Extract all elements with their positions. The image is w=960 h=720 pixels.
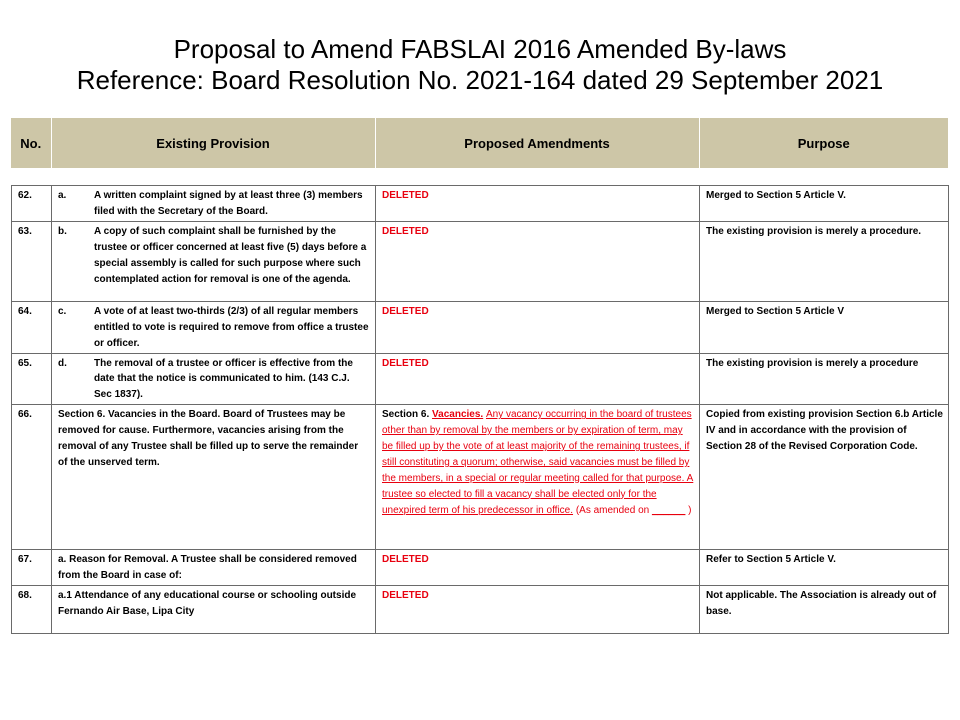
amendments-table — [11, 185, 949, 634]
slide-title — [0, 34, 960, 96]
existing-provision: Section 6. Vacancies in the Board. Board of Trustees may be removed for cause. Furthermore, vacancies arising from the removal of any Trustee shall be filled up to serve the remainder of the unserved term. — [52, 405, 376, 550]
existing-text: A vote of at least two-thirds (2/3) of all regular members entitled to vote is required to remove from office a trustee or officer. — [94, 305, 369, 349]
item-letter: a. — [58, 190, 67, 201]
row-number: 65. — [12, 353, 52, 405]
proposed-amendment: DELETED — [376, 186, 700, 222]
table-header — [11, 118, 948, 168]
proposed-amendment: DELETED — [376, 586, 700, 634]
purpose: The existing provision is merely a procedure. — [700, 221, 949, 301]
existing-provision — [52, 186, 376, 222]
purpose: Copied from existing provision Section 6.b Article IV and in accordance with the provision of Section 28 of the Revised Corporation Code. — [700, 405, 949, 550]
table-row — [12, 353, 949, 405]
proposed-amendment: DELETED — [376, 301, 700, 353]
table-row — [12, 550, 949, 586]
item-letter: d. — [58, 357, 67, 369]
row-number: 64. — [12, 301, 52, 353]
proposed-note-suffix: ) — [685, 504, 692, 516]
column-header-existing: Existing Provision — [51, 118, 375, 168]
table-row — [12, 301, 949, 353]
item-letter: c. — [58, 305, 67, 317]
table-row — [12, 221, 949, 301]
table-row — [12, 405, 949, 550]
proposed-amendment — [376, 405, 700, 550]
title-line-1: Proposal to Amend FABSLAI 2016 Amended By-laws — [173, 34, 787, 64]
proposed-amendment: DELETED — [376, 221, 700, 301]
row-number: 68. — [12, 586, 52, 634]
proposed-note-prefix: (As amended on — [575, 504, 652, 516]
proposed-heading: Vacancies. — [432, 409, 484, 421]
proposed-amendment: DELETED — [376, 353, 700, 405]
purpose: The existing provision is merely a procedure — [700, 353, 949, 405]
item-letter: b. — [58, 225, 67, 237]
purpose: Merged to Section 5 Article V — [700, 301, 949, 353]
existing-provision — [52, 301, 376, 353]
proposed-note-blank: ______ — [651, 504, 686, 516]
row-number: 62. — [12, 186, 52, 222]
existing-provision: a. Reason for Removal. A Trustee shall be considered removed from the Board in case of: — [52, 550, 376, 586]
existing-text: A copy of such complaint shall be furnished by the trustee or officer concerned at least five (5) days before a special assembly is called for such purpose where such contemplated action for removal is one of the agenda. — [94, 225, 367, 285]
table-row — [12, 586, 949, 634]
column-header-proposed: Proposed Amendments — [375, 118, 699, 168]
row-number: 67. — [12, 550, 52, 586]
existing-provision: a.1 Attendance of any educational course or schooling outside Fernando Air Base, Lipa City — [52, 586, 376, 634]
proposed-amendment: DELETED — [376, 550, 700, 586]
existing-text: A written complaint signed by at least three (3) members filed with the Secretary of the Board. — [94, 190, 363, 217]
existing-text: The removal of a trustee or officer is effective from the date that the notice is communicated to him. (143 C.J. Sec 1837). — [94, 357, 353, 401]
row-number: 63. — [12, 221, 52, 301]
purpose: Merged to Section 5 Article V. — [700, 186, 949, 222]
proposed-body: Any vacancy occurring in the board of trustees other than by removal by the members or by expiration of term, may be filled up by the vote of at least majority of the remaining trustees, if still constituting a quorum; otherwise, said vacancies must be filled by the members, in a special or regular meeting called for that purpose. A trustee so elected to fill a vacancy shall be elected only for the unexpired term of his predecessor in office. — [382, 409, 694, 516]
column-header-purpose: Purpose — [699, 118, 948, 168]
table-row — [12, 186, 949, 222]
column-header-no: No. — [11, 118, 51, 168]
purpose: Not applicable. The Association is already out of base. — [700, 586, 949, 634]
title-line-2: Reference: Board Resolution No. 2021-164 dated 29 September 2021 — [76, 65, 884, 95]
proposed-section: Section 6. — [382, 409, 430, 421]
row-number: 66. — [12, 405, 52, 550]
purpose: Refer to Section 5 Article V. — [700, 550, 949, 586]
existing-provision — [52, 221, 376, 301]
existing-provision — [52, 353, 376, 405]
